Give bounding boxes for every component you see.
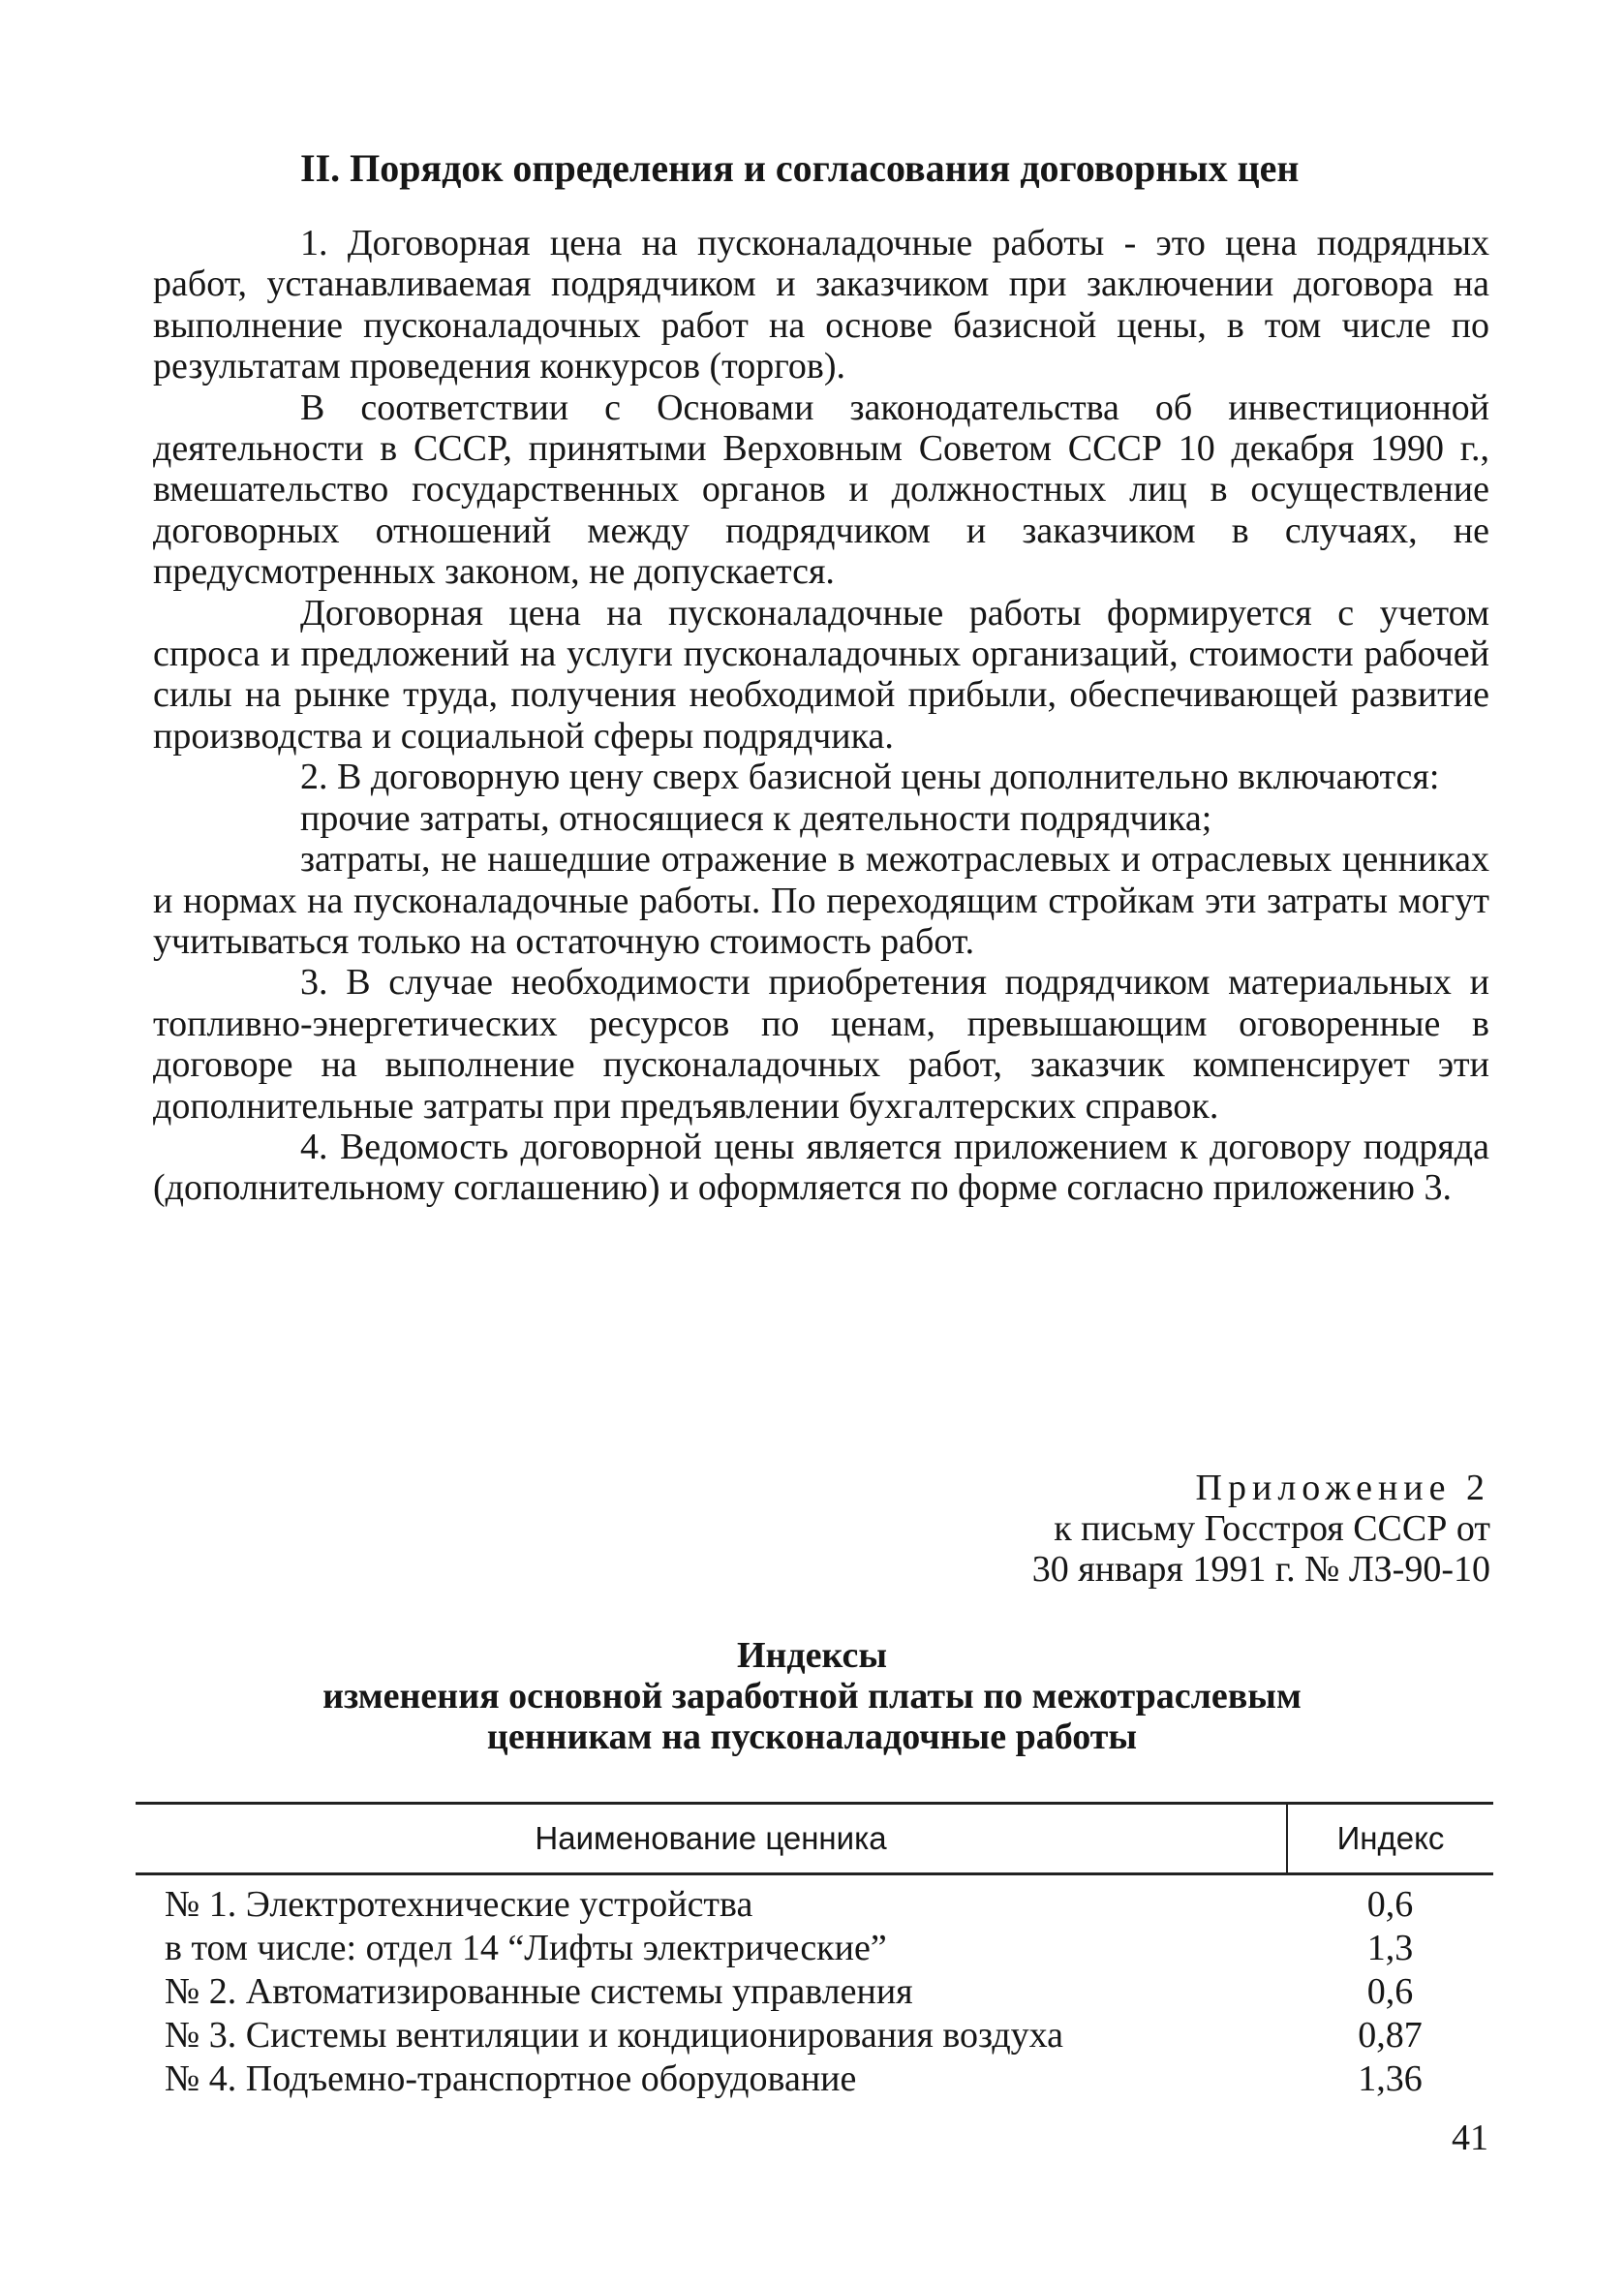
row-name: № 4. Подъемно-транспортное оборудование bbox=[165, 2058, 857, 2099]
row-index: 0,87 bbox=[1358, 2015, 1423, 2056]
table-header-row bbox=[136, 1804, 1493, 1874]
page-number: 41 bbox=[1452, 2118, 1488, 2158]
table-row bbox=[136, 2014, 1493, 2057]
row-index: 1,3 bbox=[1366, 1928, 1414, 1968]
row-index: 0,6 bbox=[1366, 1884, 1414, 1925]
row-name: в том числе: отдел 14 “Лифты электрические” bbox=[165, 1928, 887, 1968]
header-name: Наименование ценника bbox=[136, 1804, 1287, 1874]
paragraph-3: Договорная цена на пусконаладочные работы формируется с учетом спроса и предложений на услуги пусконаладочных организаций, стоимости рабочей силы на рынке труда, получения необходимой прибыли, обеспечивающей развитие производства и социальной сферы подрядчика. bbox=[153, 592, 1489, 757]
row-name: № 3. Системы вентиляции и кондиционирования воздуха bbox=[165, 2015, 1064, 2056]
table-heading bbox=[0, 1635, 1624, 1757]
heading-line-2: изменения основной заработной платы по межотраслевым bbox=[322, 1676, 1302, 1717]
paragraph-2: В соответствии с Основами законодательства об инвестиционной деятельности в СССР, принятыми Верховным Советом СССР 10 декабря 1990 г., вмешательство государственных органов и должностных лиц в осуществление договорных отношений между подрядчиком и заказчиком в случаях, не предусмотренных законом, не допускается. bbox=[153, 387, 1489, 593]
row-name: № 2. Автоматизированные системы управления bbox=[165, 1971, 913, 2012]
heading-line-3: ценникам на пусконаладочные работы bbox=[486, 1717, 1138, 1757]
list-item-1: прочие затраты, относящиеся к деятельности подрядчика; bbox=[300, 797, 1212, 839]
list-item-2: затраты, не нашедшие отражение в межотраслевых и отраслевых ценниках и нормах на пусконаладочные работы. По переходящим стройкам эти затраты могут учитываться только на остаточную стоимость работ. bbox=[153, 839, 1489, 962]
attachment-line-3: 30 января 1991 г. № ЛЗ-90-10 bbox=[1031, 1549, 1490, 1590]
row-index: 0,6 bbox=[1366, 1971, 1414, 2012]
paragraph-6: 4. Ведомость договорной цены является приложением к договору подряда (дополнительному соглашению) и оформляется по форме согласно приложению 3. bbox=[153, 1126, 1489, 1209]
section-title: II. Порядок определения и согласования договорных цен bbox=[300, 146, 1300, 190]
attachment-line-2: к письму Госстроя СССР от bbox=[1054, 1508, 1490, 1549]
table-row bbox=[136, 1874, 1493, 1928]
paragraph-4: 2. В договорную цену сверх базисной цены дополнительно включаются: bbox=[300, 757, 1440, 798]
heading-line-1: Индексы bbox=[736, 1635, 888, 1676]
header-index: Индекс bbox=[1287, 1804, 1493, 1874]
attachment-title: Приложение 2 bbox=[1195, 1468, 1490, 1508]
index-table-container bbox=[136, 1802, 1493, 2101]
body-text bbox=[153, 223, 1489, 1209]
table-row bbox=[136, 1970, 1493, 2014]
table-row bbox=[136, 2057, 1493, 2101]
row-index: 1,36 bbox=[1358, 2058, 1423, 2099]
row-name: № 1. Электротехнические устройства bbox=[165, 1884, 753, 1925]
index-table bbox=[136, 1802, 1493, 2101]
table-row bbox=[136, 1927, 1493, 1970]
attachment-note bbox=[1032, 1468, 1490, 1590]
paragraph-1: 1. Договорная цена на пусконаладочные работы - это цена подрядных работ, устанавливаемая подрядчиком и заказчиком при заключении договора на выполнение пусконаладочных работ на основе базисной цены, в том числе по результатам проведения конкурсов (торгов). bbox=[153, 223, 1489, 387]
paragraph-5: 3. В случае необходимости приобретения подрядчиком материальных и топливно-энергетических ресурсов по ценам, превышающим оговоренные в договоре на выполнение пусконаладочных работ, заказчик компенсирует эти дополнительные затраты при предъявлении бухгалтерских справок. bbox=[153, 962, 1489, 1127]
